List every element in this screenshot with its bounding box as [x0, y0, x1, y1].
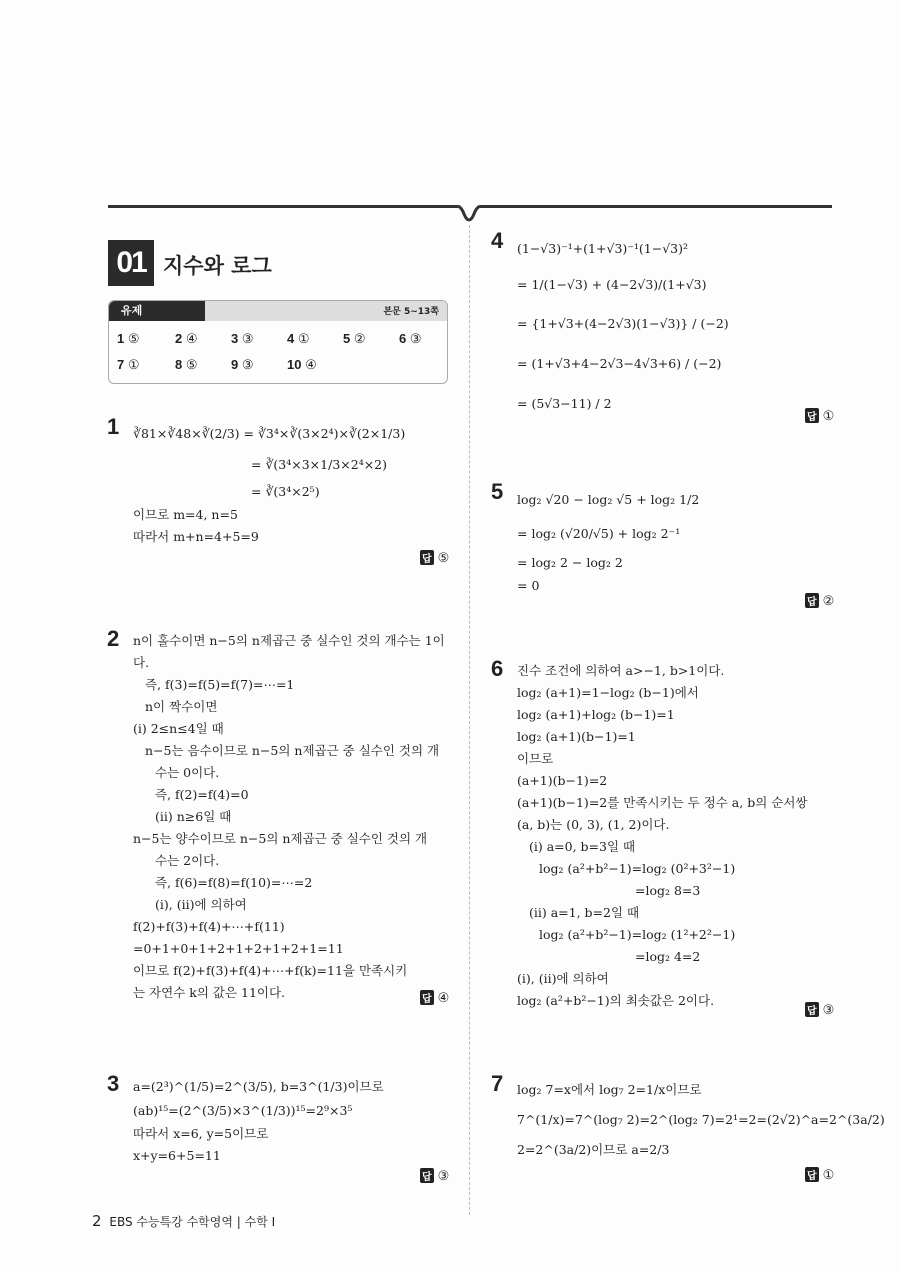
answer-choice: ④ [185, 331, 198, 346]
final-answer: ③ [822, 1003, 835, 1018]
problem-number: 6 [491, 656, 504, 681]
solution-line: 즉, f(2)=f(4)=0 [155, 787, 249, 802]
solution-2 [107, 626, 453, 1004]
answer-choice: ⑤ [185, 357, 198, 372]
problem-number: 3 [107, 1071, 120, 1096]
answer-mark [420, 1168, 449, 1184]
solution-6 [491, 656, 837, 1012]
solution-line: 이므로 m=4, n=5 [133, 507, 238, 522]
answer-number: 5 [343, 331, 351, 346]
solution-line: = ∛(3⁴×3×1/3×2⁴×2) [251, 457, 388, 472]
footer-text: EBS 수능특강 수학영역 | 수학 I [109, 1215, 276, 1229]
solution-line: 는 자연수 k의 값은 11이다. [133, 985, 286, 1000]
solution-line: log₂ (a+1)+log₂ (b−1)=1 [517, 707, 675, 722]
solution-line: n이 짝수이면 [145, 699, 218, 714]
answer-box-tag: 유제 [109, 301, 205, 321]
header-notch [452, 200, 486, 226]
answer-item [343, 331, 366, 347]
solution-line: log₂ (a²+b²−1)=log₂ (0²+3²−1) [539, 861, 736, 876]
solution-line: ∛81×∛48×∛(2/3) = ∛3⁴×∛(3×2⁴)×∛(2×1/3) [133, 426, 406, 441]
solution-line: = {1+√3+(4−2√3)(1−√3)} / (−2) [517, 316, 729, 331]
solution-line: = (5√3−11) / 2 [517, 396, 612, 411]
solution-line: 7^(1/x)=7^(log₇ 2)=2^(log₂ 7)=2¹=2=(2√2)^a=2^(3a/2) [517, 1112, 885, 1127]
solution-line: (a+1)(b−1)=2를 만족시키는 두 정수 a, b의 순서쌍 [517, 795, 808, 810]
solution-line: =0+1+0+1+2+1+2+1+2+1=11 [133, 941, 344, 956]
problem-number: 4 [491, 228, 504, 253]
answer-box-header [109, 301, 447, 321]
solution-line: = log₂ 2 − log₂ 2 [517, 555, 623, 570]
problem-number: 2 [107, 626, 120, 651]
answer-number: 10 [287, 357, 302, 372]
answer-label-icon: 답 [420, 990, 434, 1005]
solution-line: 다. [133, 655, 150, 670]
answer-number: 3 [231, 331, 239, 346]
header-rule-right [480, 205, 832, 208]
answer-number: 1 [117, 331, 125, 346]
answer-mark [420, 990, 449, 1006]
final-answer: ② [822, 594, 835, 609]
solution-line: 즉, f(3)=f(5)=f(7)=⋯=1 [145, 677, 295, 692]
answer-item [399, 331, 422, 347]
solution-line: 즉, f(6)=f(8)=f(10)=⋯=2 [155, 875, 313, 890]
solution-line: n−5는 양수이므로 n−5의 n제곱근 중 실수인 것의 개 [133, 831, 428, 846]
solution-line: (1−√3)⁻¹+(1+√3)⁻¹(1−√3)² [517, 241, 688, 256]
solution-line: 따라서 x=6, y=5이므로 [133, 1126, 269, 1141]
answer-mark [420, 550, 449, 566]
solution-line: =log₂ 4=2 [635, 949, 701, 964]
problem-number: 7 [491, 1071, 504, 1096]
solution-line: (i) 2≤n≤4일 때 [133, 721, 224, 736]
solution-line: n−5는 음수이므로 n−5의 n제곱근 중 실수인 것의 개 [145, 743, 440, 758]
page-reference: 본문 5~13쪽 [383, 307, 439, 317]
solution-line: (ii) n≥6일 때 [155, 809, 232, 824]
solution-line: 진수 조건에 의하여 a>−1, b>1이다. [517, 663, 725, 678]
solution-line: 이므로 [517, 751, 554, 766]
answer-number: 8 [175, 357, 183, 372]
answer-number: 2 [175, 331, 183, 346]
solution-line: log₂ (a²+b²−1)=log₂ (1²+2²−1) [539, 927, 736, 942]
answer-choice: ③ [241, 357, 254, 372]
solution-line: f(2)+f(3)+f(4)+⋯+f(11) [133, 919, 285, 934]
answer-number: 7 [117, 357, 125, 372]
solution-line: (ii) a=1, b=2일 때 [529, 905, 640, 920]
solution-5 [491, 479, 837, 597]
answer-item [117, 357, 140, 373]
solution-line: 따라서 m+n=4+5=9 [133, 529, 259, 544]
solution-line: (i) a=0, b=3일 때 [529, 839, 636, 854]
final-answer: ⑤ [437, 551, 450, 566]
answer-choice: ⑤ [127, 331, 140, 346]
answer-mark [805, 408, 834, 424]
answer-item [287, 331, 310, 347]
page-footer [92, 1212, 275, 1230]
answer-choice: ② [353, 331, 366, 346]
solution-line: 2=2^(3a/2)이므로 a=2/3 [517, 1142, 670, 1157]
solution-line: (a+1)(b−1)=2 [517, 773, 608, 788]
solution-line: = (1+√3+4−2√3−4√3+6) / (−2) [517, 356, 722, 371]
solution-line: = 0 [517, 578, 540, 593]
final-answer: ④ [437, 991, 450, 1006]
answer-number: 6 [399, 331, 407, 346]
header-rule-left [108, 205, 458, 208]
answer-mark [805, 1167, 834, 1183]
solution-line: (ab)¹⁵=(2^(3/5)×3^(1/3))¹⁵=2⁹×3⁵ [133, 1103, 353, 1118]
final-answer: ① [822, 409, 835, 424]
solution-line: log₂ (a²+b²−1)의 최솟값은 2이다. [517, 993, 715, 1008]
problem-number: 1 [107, 414, 120, 439]
solution-line: log₂ (a+1)(b−1)=1 [517, 729, 636, 744]
solution-line: = log₂ (√20/√5) + log₂ 2⁻¹ [517, 526, 681, 541]
solution-line: 수는 2이다. [155, 853, 220, 868]
answer-item [231, 331, 254, 347]
answer-choice: ④ [305, 357, 317, 372]
solution-line: log₂ (a+1)=1−log₂ (b−1)에서 [517, 685, 699, 700]
solution-line: x+y=6+5=11 [133, 1148, 221, 1163]
answer-choice: ① [127, 357, 140, 372]
answer-mark [805, 1002, 834, 1018]
solution-4 [491, 228, 837, 424]
chapter-title: 지수와 로그 [163, 254, 272, 278]
page-number: 2 [92, 1212, 102, 1230]
column-divider [469, 225, 470, 1215]
answer-label-icon: 답 [420, 1168, 434, 1183]
answer-label-icon: 답 [805, 408, 819, 423]
answer-mark [805, 593, 834, 609]
answer-summary-box [108, 300, 448, 384]
answer-label-icon: 답 [805, 593, 819, 608]
solution-7 [491, 1071, 885, 1165]
solution-3 [107, 1071, 453, 1167]
solution-line: =log₂ 8=3 [635, 883, 701, 898]
answer-item [287, 357, 317, 373]
answer-label-icon: 답 [805, 1002, 819, 1017]
final-answer: ③ [437, 1169, 450, 1184]
answer-item [175, 357, 198, 373]
answer-number: 9 [231, 357, 239, 372]
solution-line: n이 홀수이면 n−5의 n제곱근 중 실수인 것의 개수는 1이 [133, 633, 445, 648]
chapter-number: 01 [108, 240, 154, 286]
solution-line: 수는 0이다. [155, 765, 220, 780]
solution-line: = 1/(1−√3) + (4−2√3)/(1+√3) [517, 277, 707, 292]
solution-line: (i), (ii)에 의하여 [517, 971, 609, 986]
solution-line: 이므로 f(2)+f(3)+f(4)+⋯+f(k)=11을 만족시키 [133, 963, 408, 978]
solution-1 [107, 414, 453, 548]
solution-line: (i), (ii)에 의하여 [155, 897, 247, 912]
solution-line: = ∛(3⁴×2⁵) [251, 484, 320, 499]
answer-number: 4 [287, 331, 295, 346]
solution-line: log₂ √20 − log₂ √5 + log₂ 1/2 [517, 492, 700, 507]
final-answer: ① [822, 1168, 835, 1183]
answer-choice: ① [297, 331, 310, 346]
answer-item [231, 357, 254, 373]
problem-number: 5 [491, 479, 504, 504]
answer-label-icon: 답 [805, 1167, 819, 1182]
answer-label-icon: 답 [420, 550, 434, 565]
answer-item [175, 331, 198, 347]
answer-choice: ③ [409, 331, 422, 346]
answer-item [117, 331, 140, 347]
solution-line: (a, b)는 (0, 3), (1, 2)이다. [517, 817, 670, 832]
answer-choice: ③ [241, 331, 254, 346]
solution-line: log₂ 7=x에서 log₇ 2=1/x이므로 [517, 1082, 702, 1097]
solution-line: a=(2³)^(1/5)=2^(3/5), b=3^(1/3)이므로 [133, 1079, 384, 1094]
